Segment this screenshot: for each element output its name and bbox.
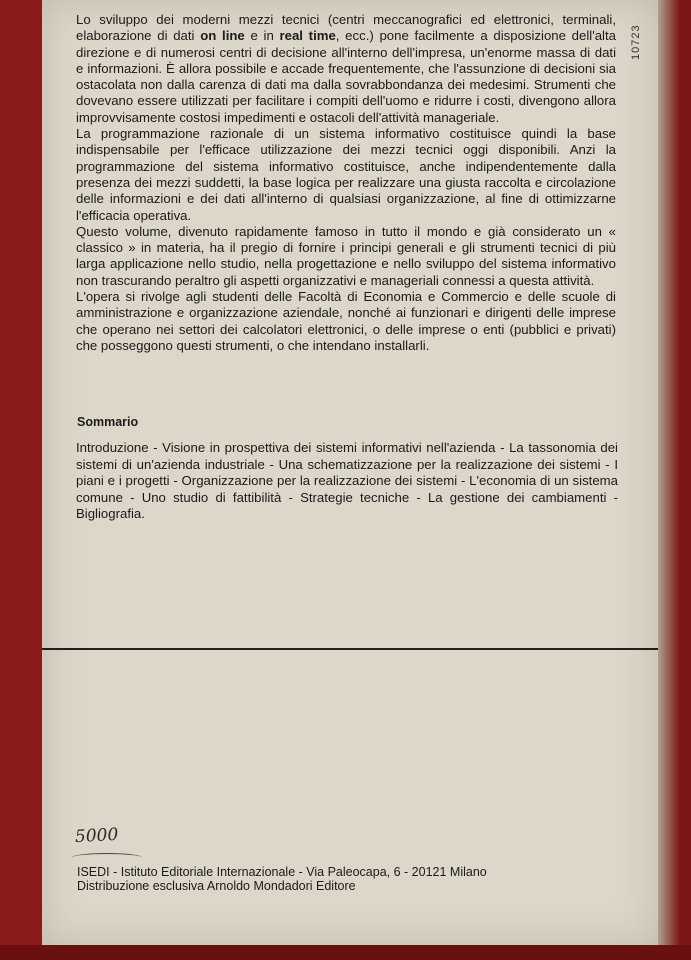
cover-blurb — [76, 12, 616, 354]
publisher-line-1: ISEDI - Istituto Editoriale Internazionale - Via Paleocapa, 6 - 20121 Milano — [77, 865, 487, 879]
binding-bottom-edge — [0, 945, 691, 960]
summary-heading: Sommario — [77, 415, 139, 429]
blurb-emphasis-realtime: real time — [279, 28, 336, 44]
horizontal-divider — [42, 648, 658, 650]
blurb-text: e in — [244, 28, 280, 44]
book-binding-edge — [655, 0, 691, 960]
summary-contents: Introduzione - Visione in prospettiva dei sistemi informativi nell'azienda - La tassonomia dei sistemi di un'azienda industriale - Una schematizzazione per la realizzazione dei sistemi - I piani e i progetti - Organizzazione per la realizzazione dei sistemi - L'economia di un sistema comune - Uno studio di fattibilità - Strategie tecniche - La gestione dei cambiamenti - Bigliografia. — [76, 440, 618, 521]
blurb-emphasis-online: on line — [200, 28, 245, 44]
blurb-text: Lo sviluppo dei moderni mezzi tecnici (centri meccanografici ed elettronici, terminali, elaborazione di dati — [76, 12, 616, 44]
blurb-paragraph-3: Questo volume, divenuto rapidamente famoso in tutto il mondo e già considerato un « classico » in materia, ha il pregio di fornire i principi generali e gli strumenti tecnici di più larga applicazione nello studio, nella progettazione e nello sviluppo del sistema informativo non trascurando peraltro gli aspetti organizzativi e manageriali connessi a questa attività. — [76, 223, 616, 288]
catalog-number: 10723 — [630, 24, 642, 60]
blurb-paragraph-2: La programmazione razionale di un sistema informativo costituisce quindi la base indispensabile per l'efficace utilizzazione dei mezzi tecnici oggi disponibili. Anzi la programmazione del sistema informativo costituisce, anche indipendentemente dalla presenza dei mezzi suddetti, la base logica per realizzare una giusta raccolta e circolazione delle informazioni e dei dati all'interno di qualsiasi organizzazione, al fine di ottimizzarne l'efficacia operativa. — [76, 126, 616, 223]
publisher-line-2: Distribuzione esclusiva Arnoldo Mondadori Editore — [77, 879, 356, 893]
handwritten-price: 5000 — [74, 824, 119, 848]
blurb-paragraph-1 — [76, 12, 616, 126]
publisher-info — [77, 865, 487, 893]
blurb-paragraph-4: L'opera si rivolge agli studenti delle Facoltà di Economia e Commercio e delle scuole di amministrazione e organizzazione aziendale, nonché ai funzionari e dirigenti delle imprese che operano nei settori dei calcolatori elettronici, o delle imprese o enti (pubblici e privati) che posseggono questi strumenti, o che intendano installarli. — [76, 289, 616, 353]
handwritten-underline — [72, 853, 142, 862]
blurb-text: , ecc.) pone facilmente a disposizione dell'alta direzione e di numerosi centri di decisione all'interno dell'impresa, un'enorme massa di dati e informazioni. È allora possibile e accade frequentemente, che l'assunzione di decisioni sia ostacolata non dalla carenza di dati ma dalla sovrabbondanza dei medesimi. Strumenti che dovevano essere utilizzati per facilitare i compiti dell'uomo e ridurre i costi, divengono allora improvvisamente costosi impedimenti e ostacoli dell'attività manageriale. — [76, 28, 616, 125]
